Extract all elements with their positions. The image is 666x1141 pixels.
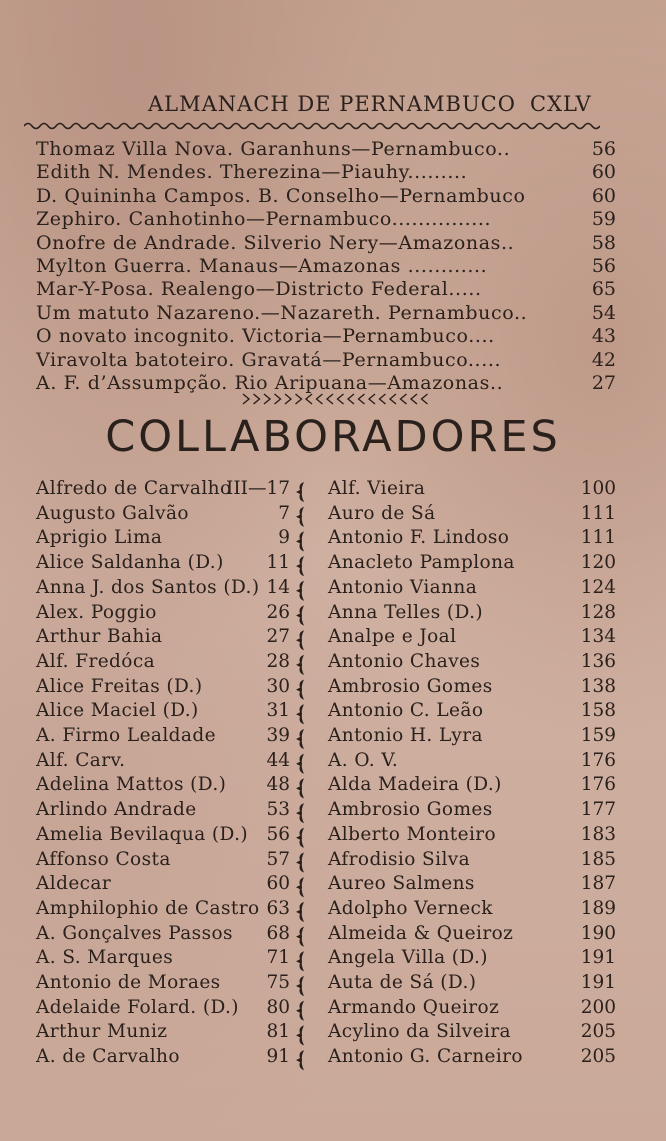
contributor-page: 100 — [580, 478, 616, 499]
contributor-row — [36, 675, 290, 700]
contributor-page: 158 — [580, 700, 616, 722]
contributor-page: 159 — [580, 725, 616, 746]
contributor-row — [36, 576, 290, 601]
contributor-name: Afrodisio Silva — [328, 848, 471, 870]
contributor-name: A. O. V. — [328, 749, 399, 771]
contributor-page: 124 — [580, 576, 616, 598]
contributor-page: 120 — [580, 552, 616, 574]
contributor-name: Acylino da Silveira — [328, 1021, 511, 1043]
contributor-row — [328, 1021, 628, 1045]
entry-number: 65 — [591, 278, 616, 301]
contributor-row — [36, 823, 290, 848]
contributor-page: 63 — [266, 897, 290, 919]
contributor-page: 75 — [266, 972, 290, 993]
entry-text: Onofre de Andrade. Silverio Nery—Amazonas.. — [36, 231, 515, 254]
contributor-row — [328, 799, 628, 823]
contributor-name: A. de Carvalho — [36, 1046, 180, 1068]
contributor-page: 31 — [266, 700, 290, 722]
entry-text: Viravolta batoteiro. Gravatá—Pernambuco..... — [36, 348, 502, 371]
contributor-page: 176 — [580, 774, 616, 796]
entry-text: Zephiro. Canhotinho—Pernambuco............... — [36, 208, 492, 231]
contributor-name: Alf. Fredóca — [36, 650, 156, 672]
contributor-row — [36, 478, 290, 502]
contributor-row — [328, 626, 628, 650]
contributor-row — [328, 700, 628, 724]
entry-text: Thomaz Villa Nova. Garanhuns—Pernambuco.. — [36, 138, 511, 160]
contributor-page: 80 — [266, 996, 290, 1018]
entry-number: 27 — [591, 372, 616, 394]
entry-text: O novato incognito. Victoria—Pernambuco.... — [36, 325, 495, 348]
contributor-row — [328, 824, 628, 848]
entry-text: Um matuto Nazareno.—Nazareth. Pernambuco.. — [36, 301, 528, 324]
contributor-row — [36, 799, 290, 823]
contributor-page: 128 — [580, 601, 616, 623]
contributor-row — [36, 601, 290, 626]
contributor-row — [36, 700, 290, 724]
contributor-row — [328, 725, 628, 749]
contributor-page: 7 — [278, 502, 290, 524]
contributor-name: Adelaide Folard. (D.) — [36, 996, 239, 1018]
contributor-page: 44 — [266, 749, 290, 771]
contributor-page: 60 — [266, 873, 290, 895]
contributor-row — [36, 552, 290, 576]
contributor-name: Antonio G. Carneiro — [328, 1046, 523, 1068]
running-title: ALMANACH DE PERNAMBUCO — [148, 92, 516, 116]
contributor-row — [328, 602, 628, 626]
contributor-page: 9 — [278, 527, 290, 549]
contributor-name: Aprigio Lima — [36, 527, 163, 549]
contributor-row — [328, 849, 628, 873]
contributor-row — [328, 774, 628, 798]
contributor-page: 176 — [580, 749, 616, 771]
contributor-row — [328, 651, 628, 675]
contributor-row — [328, 577, 628, 601]
entry-number: 54 — [591, 301, 616, 324]
contributor-page: 48 — [266, 774, 290, 796]
contributor-name: Aureo Salmens — [328, 873, 475, 895]
contributor-page: 190 — [580, 922, 616, 944]
contributor-name: Anacleto Pamplona — [328, 552, 515, 574]
entry-number: 60 — [591, 161, 616, 184]
contributor-name: Alda Madeira (D.) — [328, 774, 502, 796]
contributor-name: Alice Saldanha (D.) — [36, 552, 224, 574]
contributor-page: 138 — [580, 675, 616, 697]
contributor-row — [36, 626, 290, 650]
contributor-row — [328, 503, 628, 527]
contributor-name: Auro de Sá — [328, 502, 436, 524]
contributor-page: 191 — [580, 972, 616, 993]
entry-text: Edith N. Mendes. Therezina—Piauhy......... — [36, 161, 468, 184]
contributor-row — [36, 650, 290, 675]
contributor-page: 57 — [266, 848, 290, 870]
contributor-row — [328, 923, 628, 947]
contributor-name: Anna Telles (D.) — [328, 601, 483, 623]
contributor-row — [328, 676, 628, 700]
contributor-page: 200 — [580, 996, 616, 1018]
entry-number: 60 — [591, 184, 616, 207]
contributor-page: 185 — [580, 848, 616, 870]
contributor-name: Antonio de Moraes — [36, 972, 221, 993]
contributor-page: 53 — [266, 799, 290, 821]
entry-number: 58 — [591, 231, 616, 254]
entry-text: Mar-Y-Posa. Realengo—Districto Federal..... — [36, 278, 482, 301]
contributor-page: 28 — [266, 650, 290, 672]
contributor-page: 136 — [580, 650, 616, 672]
contributor-name: Angela Villa (D.) — [328, 947, 488, 969]
contributor-name: Alberto Monteiro — [328, 823, 497, 845]
contributor-row — [36, 922, 290, 947]
contributor-name: Alf. Carv. — [36, 749, 126, 771]
entry-number: 42 — [591, 348, 616, 371]
contributor-row — [328, 552, 628, 576]
entry-number: 56 — [591, 138, 616, 160]
contributor-page: 81 — [266, 1021, 290, 1043]
contributor-name: Amphilophio de Castro — [36, 897, 260, 919]
contributor-page: 183 — [580, 823, 616, 845]
contributor-row — [36, 1021, 290, 1045]
contributor-row — [328, 478, 628, 502]
page-number: CXLV — [530, 92, 592, 116]
contributor-name: A. Firmo Lealdade — [36, 725, 216, 746]
contributor-name: Arthur Muniz — [36, 1021, 168, 1043]
contributor-name: Alex. Poggio — [36, 601, 157, 623]
contributor-page: 187 — [580, 873, 616, 895]
contributor-name: Arlindo Andrade — [36, 799, 197, 821]
contributor-row — [36, 527, 290, 551]
page-header — [0, 92, 666, 122]
contributor-name: Affonso Costa — [36, 848, 171, 870]
contributor-page: III—17 — [226, 478, 290, 499]
column-divider-braces — [292, 478, 312, 1078]
contributor-name: Alice Maciel (D.) — [36, 700, 199, 722]
contributor-name: Antonio Chaves — [328, 650, 481, 672]
contributor-page: 134 — [580, 626, 616, 648]
contributor-name: Auta de Sá (D.) — [328, 972, 477, 993]
contributor-page: 177 — [580, 799, 616, 821]
contributor-row — [36, 774, 290, 798]
contributor-name: Anna J. dos Santos (D.) — [36, 576, 260, 598]
contributor-page: 68 — [266, 922, 290, 944]
entry-text: D. Quininha Campos. B. Conselho—Pernambuco — [36, 184, 526, 207]
contributor-row — [328, 898, 628, 922]
contributor-name: Analpe e Joal — [328, 626, 457, 648]
contributor-row — [36, 502, 290, 527]
contributor-page: 91 — [266, 1046, 290, 1068]
contributor-page: 39 — [266, 725, 290, 746]
contributor-name: Aldecar — [36, 873, 112, 895]
contributor-page: 191 — [580, 947, 616, 969]
contributor-page: 111 — [580, 527, 616, 549]
contributor-name: Arthur Bahia — [36, 626, 163, 648]
contributor-row — [328, 1046, 628, 1070]
contributor-row — [328, 873, 628, 897]
contributor-name: Amelia Bevilaqua (D.) — [36, 823, 249, 845]
contributor-name: Ambrosio Gomes — [328, 799, 493, 821]
contributor-row — [36, 848, 290, 873]
contributor-name: Alice Freitas (D.) — [36, 675, 203, 697]
contributor-row — [328, 972, 628, 996]
contributor-page: 189 — [580, 897, 616, 919]
contributor-row — [36, 873, 290, 897]
entry-text: Mylton Guerra. Manaus—Amazonas ............ — [36, 255, 488, 277]
contributor-name: Antonio F. Lindoso — [328, 527, 510, 549]
contributor-name: Adolpho Verneck — [328, 897, 493, 919]
contributor-page: 56 — [266, 823, 290, 845]
entry-number: 43 — [591, 325, 616, 348]
contributor-name: Augusto Galvão — [36, 502, 189, 524]
ornament-icon — [233, 392, 433, 406]
contributor-page: 30 — [266, 675, 290, 697]
contributor-row — [328, 997, 628, 1021]
contributor-name: Antonio Vianna — [328, 576, 478, 598]
entry-text: A. F. d’Assumpção. Rio Aripuana—Amazonas.. — [36, 372, 504, 394]
ornament-rule — [0, 392, 666, 410]
contributor-row — [328, 947, 628, 971]
contributor-page: 205 — [580, 1021, 616, 1043]
contributor-name: Ambrosio Gomes — [328, 675, 493, 697]
contributor-row — [36, 947, 290, 971]
section-title: COLLABORADORES — [105, 412, 561, 462]
contributor-name: Antonio C. Leão — [328, 700, 484, 722]
contributor-name: Alf. Vieira — [328, 478, 426, 499]
contributor-page: 14 — [266, 576, 290, 598]
contributor-name: A. S. Marques — [36, 947, 174, 969]
entry-number: 56 — [591, 255, 616, 277]
wavy-rule — [24, 119, 600, 133]
contributor-page: 71 — [266, 947, 290, 969]
contributor-page: 205 — [580, 1046, 616, 1068]
contributor-row — [36, 996, 290, 1021]
contributor-row — [328, 750, 628, 774]
contributor-name: Adelina Mattos (D.) — [36, 774, 227, 796]
entry-number: 59 — [591, 208, 616, 231]
contributor-name: Alfredo de Carvalho — [36, 478, 232, 499]
contributor-row — [36, 1046, 290, 1070]
contributor-name: Antonio H. Lyra — [328, 725, 483, 746]
contributor-row — [36, 725, 290, 749]
contributor-page: 26 — [266, 601, 290, 623]
contributor-name: A. Gonçalves Passos — [36, 922, 233, 944]
contributor-name: Almeida & Queiroz — [328, 922, 514, 944]
contributor-page: 111 — [580, 502, 616, 524]
contributor-page: 11 — [266, 552, 290, 574]
contributor-row — [36, 749, 290, 774]
contributor-name: Armando Queiroz — [328, 996, 500, 1018]
contributor-row — [36, 897, 290, 922]
contributor-row — [36, 972, 290, 996]
contributor-row — [328, 527, 628, 551]
contributor-page: 27 — [266, 626, 290, 648]
